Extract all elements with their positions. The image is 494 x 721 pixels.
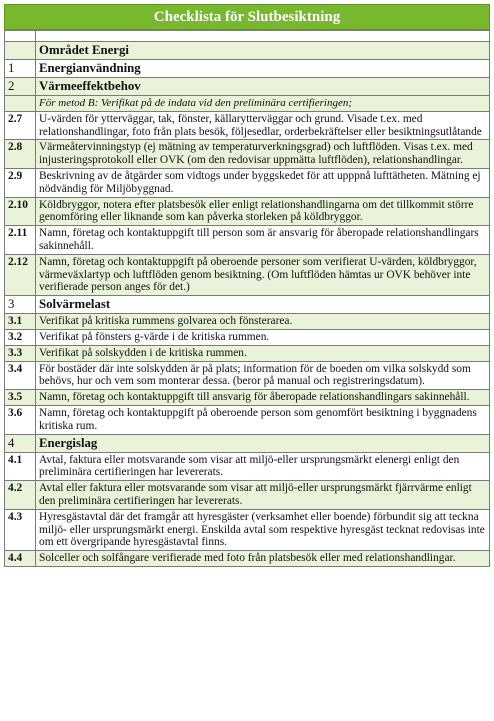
checklist-item-row xyxy=(5,197,490,226)
section-title: Energianvändning xyxy=(36,60,490,78)
checklist-item-row xyxy=(5,314,490,330)
item-number: 4 xyxy=(5,434,36,452)
item-text: Verifikat på kritiska rummens golvarea och fönsterarea. xyxy=(36,314,490,330)
checklist-item-row xyxy=(5,140,490,169)
item-number: 2 xyxy=(5,78,36,96)
checklist-item-row xyxy=(5,452,490,481)
item-text: Verifikat på fönsters g-värde i de kritiska rummen. xyxy=(36,329,490,345)
section-row xyxy=(5,78,490,96)
item-number: 4.4 xyxy=(5,551,36,567)
item-text: Värmeåtervinningstyp (ej mätning av temperaturverkningsgrad) och luftflöden. Visas t.ex. med injusteringsprotokoll eller OVK (om den redovisar uppmätta luftflöden), relationshandlingar. xyxy=(36,140,490,169)
checklist-item-row xyxy=(5,345,490,361)
item-number: 3.6 xyxy=(5,405,36,434)
checklist-item-row xyxy=(5,405,490,434)
item-text: Köldbryggor, notera efter platsbesök eller enligt relationshandlingarna om det tillkommit större genomföring eller liknande som kan påverka storleken på köldbryggor. xyxy=(36,197,490,226)
item-number: 3.2 xyxy=(5,329,36,345)
checklist-item-row xyxy=(5,168,490,197)
item-text: Namn, företag och kontaktuppgift till ansvarig för åberopade relationshandlingars sakinnehåll. xyxy=(36,390,490,406)
item-number: 3 xyxy=(5,296,36,314)
item-number: 2.8 xyxy=(5,140,36,169)
section-title: Värmeeffektbehov xyxy=(36,78,490,96)
area-header-row xyxy=(5,42,490,60)
item-number xyxy=(5,96,36,112)
item-text: Namn, företag och kontaktuppgift till person som är ansvarig för åberopade relationshandlingars sakinnehåll. xyxy=(36,226,490,255)
checklist-item-row xyxy=(5,226,490,255)
item-number: 2.11 xyxy=(5,226,36,255)
item-number: 4.1 xyxy=(5,452,36,481)
item-number: 2.9 xyxy=(5,168,36,197)
item-number: 2.10 xyxy=(5,197,36,226)
item-number: 4.3 xyxy=(5,509,36,550)
item-number: 2.12 xyxy=(5,254,36,295)
checklist-page xyxy=(4,4,490,567)
checklist-item-row xyxy=(5,329,490,345)
section-row xyxy=(5,434,490,452)
item-text: Namn, företag och kontaktuppgift på oberoende person som genomfört besiktning i byggnadens kritiska rum. xyxy=(36,405,490,434)
area-header-num xyxy=(5,42,36,60)
item-number: 1 xyxy=(5,60,36,78)
checklist-item-row xyxy=(5,254,490,295)
item-number: 3.5 xyxy=(5,390,36,406)
section-title: Solvärmelast xyxy=(36,296,490,314)
item-text: För bostäder där inte solskydden är på plats; information för de boeden om vilka solskydd som behövs, hur och vem som monterar dessa. (beror på manual och registreringsdatum). xyxy=(36,361,490,390)
item-text: U-värden för ytterväggar, tak, fönster, källarytterväggar och grund. Visade t.ex. med relationshandlingar, foto från plats besök, följesedlar, orderbekräftelser eller besiktningsutlåtande xyxy=(36,111,490,140)
section-title: Energislag xyxy=(36,434,490,452)
area-header: Området Energi xyxy=(36,42,490,60)
item-number: 3.3 xyxy=(5,345,36,361)
checklist-item-row xyxy=(5,551,490,567)
item-text: För metod B: Verifikat på de indata vid den preliminära certifieringen; xyxy=(36,96,490,112)
checklist-item-row xyxy=(5,509,490,550)
item-text: Hyresgästavtal där det framgår att hyresgäster (verksamhet eller boende) förbundit sig att teckna miljö- eller ursprungsmärkt energi. Enskilda avtal som respektive hyresgäst tecknat redovisas inte om ett övergripande hyresgästavtal finns. xyxy=(36,509,490,550)
checklist-item-row xyxy=(5,361,490,390)
checklist-item-row xyxy=(5,481,490,510)
spacer-row xyxy=(5,31,490,42)
checklist-title: Checklista för Slutbesiktning xyxy=(4,4,490,30)
note-row xyxy=(5,96,490,112)
item-number: 4.2 xyxy=(5,481,36,510)
item-text: Avtal, faktura eller motsvarande som visar att miljö-eller ursprungsmärkt elenergi enligt den preliminära certifieringen har levererats. xyxy=(36,452,490,481)
item-text: Beskrivning av de åtgärder som vidtogs under byggskedet för att upppnå lufttätheten. Mätning ej nödvändig för Miljöbyggnad. xyxy=(36,168,490,197)
item-text: Namn, företag och kontaktuppgift på oberoende personer som verifierat U-värden, köldbryggor, värmeväxlartyp och luftflöden genom besiktning. (Om luftflöden hämtas ur OVK behöver inte verifierade person anges för det.) xyxy=(36,254,490,295)
item-number: 3.1 xyxy=(5,314,36,330)
item-text: Verifikat på solskydden i de kritiska rummen. xyxy=(36,345,490,361)
item-number: 3.4 xyxy=(5,361,36,390)
section-row xyxy=(5,60,490,78)
checklist-item-row xyxy=(5,390,490,406)
item-text: Solceller och solfångare verifierade med foto från platsbesök eller med relationshandlingar. xyxy=(36,551,490,567)
item-text: Avtal eller faktura eller motsvarande som visar att miljö-eller ursprungsmärkt fjärrvärme enligt den preliminära certifieringen har levererats. xyxy=(36,481,490,510)
checklist-table xyxy=(4,30,490,567)
checklist-item-row xyxy=(5,111,490,140)
item-number: 2.7 xyxy=(5,111,36,140)
section-row xyxy=(5,296,490,314)
